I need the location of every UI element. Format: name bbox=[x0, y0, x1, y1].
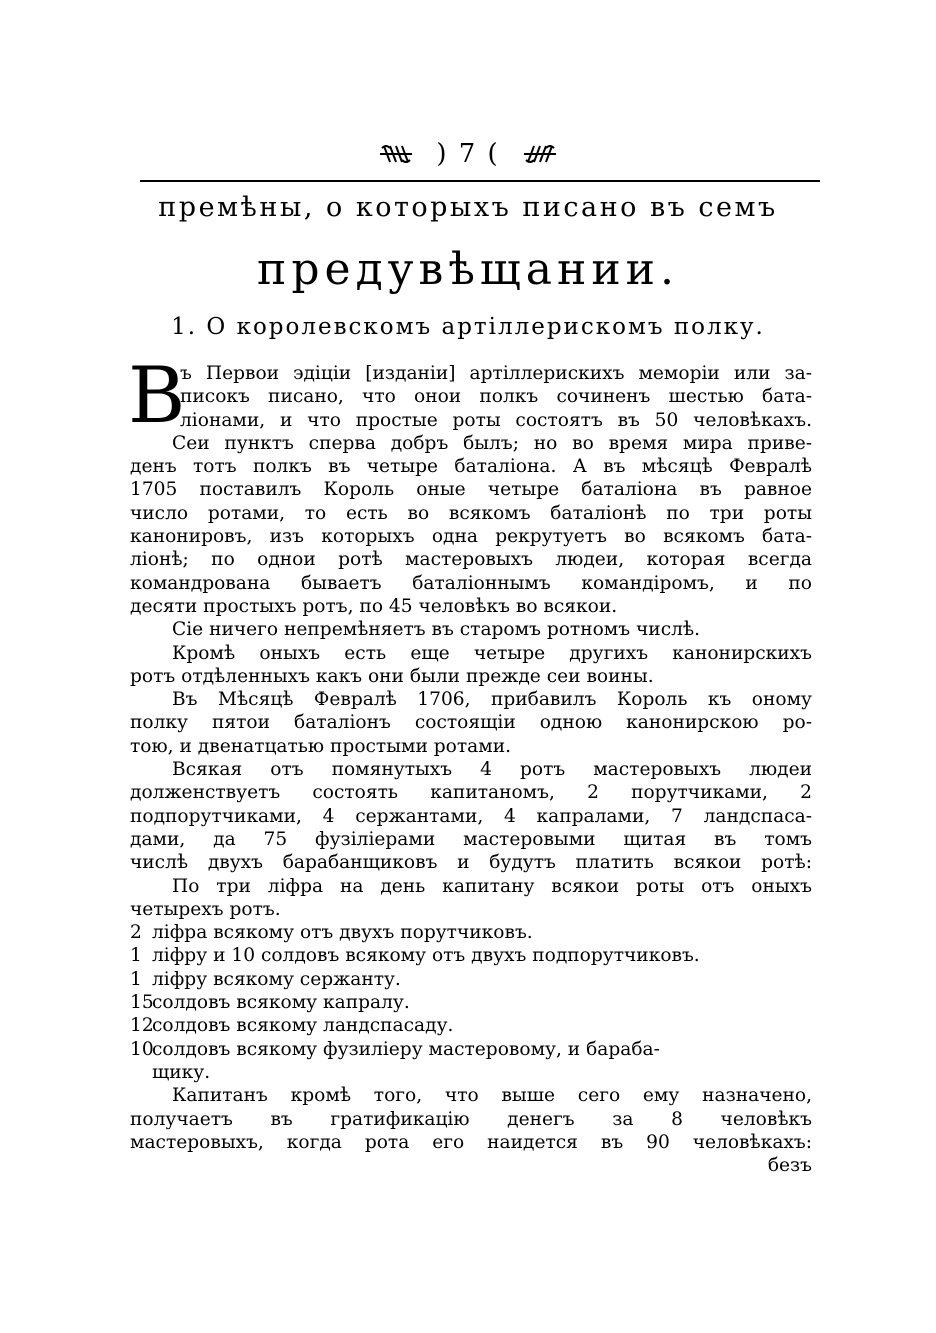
section-title: 1. О королевскомъ артіллерискомъ полку. bbox=[171, 314, 765, 340]
list-item bbox=[130, 944, 812, 967]
body-text bbox=[128, 351, 812, 1177]
list-item bbox=[130, 991, 812, 1014]
text-line: числѣ двухъ барабанщиковъ и будутъ платить всякои ротѣ: bbox=[130, 852, 812, 874]
item-text: ліфру и 10 солдовъ всякому отъ двухъ подпорутчиковъ. bbox=[152, 945, 700, 967]
text-line: дами, да 75 фузіліерами мастеровыми щитая въ томъ bbox=[130, 828, 812, 850]
catchword: безъ bbox=[767, 1155, 812, 1177]
item-text: ліфра всякому отъ двухъ порутчиковъ. bbox=[152, 922, 533, 944]
text-line: ліонами, и что простые роты состоятъ въ 50 человѣкахъ. bbox=[180, 409, 812, 431]
text-line: писокъ писано, что онои полкъ сочиненъ шестью бата- bbox=[180, 386, 812, 408]
item-number: 12 bbox=[130, 1015, 154, 1037]
list-item bbox=[130, 921, 812, 944]
item-number: 10 bbox=[130, 1038, 154, 1060]
list-item bbox=[130, 1038, 812, 1061]
title-line-2: предувѣщании. bbox=[257, 244, 679, 295]
item-text: ліфру всякому сержанту. bbox=[152, 968, 401, 990]
text-line: десяти простыхъ ротъ, по 45 человѣкъ во всякои. bbox=[130, 595, 618, 617]
header-rule bbox=[140, 180, 820, 182]
list-item bbox=[130, 968, 812, 991]
text-line: ротъ отдѣленныхъ какъ они были прежде сеи воины. bbox=[130, 665, 654, 687]
text-line: Сіе ничего непремѣняетъ въ старомъ ротномъ числѣ. bbox=[172, 619, 701, 641]
text-line: долженствуетъ состоять капитаномъ, 2 порутчиками, 2 bbox=[130, 782, 812, 804]
text-line: Всякая отъ помянутыхъ 4 ротъ мастеровыхъ людеи bbox=[172, 759, 812, 781]
item-text: солдовъ всякому капралу. bbox=[152, 992, 410, 1014]
text-line: 1705 поставилъ Король оные четыре баталіона въ равное bbox=[130, 479, 812, 501]
item-text: солдовъ всякому ландспасаду. bbox=[152, 1015, 454, 1037]
text-line: Сеи пунктъ сперва добръ былъ; но во время мира приве- bbox=[172, 432, 812, 454]
text-line: четырехъ ротъ. bbox=[130, 898, 281, 920]
text-line: Кромѣ оныхъ есть еще четыре другихъ канонирскихъ bbox=[172, 642, 812, 664]
item-number: 1 bbox=[130, 945, 142, 967]
text-line: подпорутчиками, 4 сержантами, 4 капралами, 7 ландспаса- bbox=[130, 805, 812, 827]
item-number: 15 bbox=[130, 992, 154, 1014]
text-line: Въ Мѣсяцѣ Февралѣ 1706, прибавилъ Король къ оному bbox=[172, 689, 812, 711]
text-line: командрована бываетъ баталіоннымъ командіромъ, и по bbox=[130, 572, 812, 594]
drop-cap: В bbox=[128, 351, 186, 441]
text-line: денъ тотъ полкъ въ четыре баталіона. А въ мѣсяцѣ Февралѣ bbox=[130, 456, 812, 478]
text-line: По три ліфра на день капитану всякои роты отъ оныхъ bbox=[172, 875, 812, 897]
text-line: ліонѣ; по однои ротѣ мастеровыхъ людеи, которая всегда bbox=[130, 549, 812, 571]
page-number: ) 7 ( bbox=[436, 139, 500, 169]
text-line: мастеровыхъ, когда рота его наидется въ 90 человѣкахъ: bbox=[130, 1131, 812, 1153]
text-line: ъ Первои эдіціи [изданіи] артіллерискихъ меморіи или за- bbox=[180, 363, 812, 384]
text-line: число ротами, то есть во всякомъ баталіонѣ по три роты bbox=[130, 502, 812, 524]
text-line: канонировъ, изъ которыхъ одна рекрутуетъ во всякомъ бата- bbox=[130, 526, 812, 548]
left-ornament-icon bbox=[376, 142, 416, 166]
right-ornament-icon bbox=[520, 142, 560, 166]
item-text: солдовъ всякому фузиліеру мастеровому, и бараба- bbox=[152, 1038, 660, 1060]
title-line-1: премѣны, о которыхъ писано въ семъ bbox=[158, 192, 778, 223]
list-item bbox=[130, 1014, 812, 1037]
page-header bbox=[0, 138, 936, 169]
text-line: щику. bbox=[152, 1061, 211, 1083]
text-line: полку пятои баталіонъ состоящіи одною канонирскою ро- bbox=[130, 712, 812, 734]
item-number: 1 bbox=[130, 968, 142, 990]
item-number: 2 bbox=[130, 922, 142, 944]
text-line: тою, и двенатцатью простыми ротами. bbox=[130, 735, 512, 757]
text-line: Капитанъ кромѣ того, что выше сего ему назначено, bbox=[172, 1085, 812, 1107]
text-line: получаетъ въ гратификацію денегъ за 8 человѣкъ bbox=[130, 1108, 812, 1130]
